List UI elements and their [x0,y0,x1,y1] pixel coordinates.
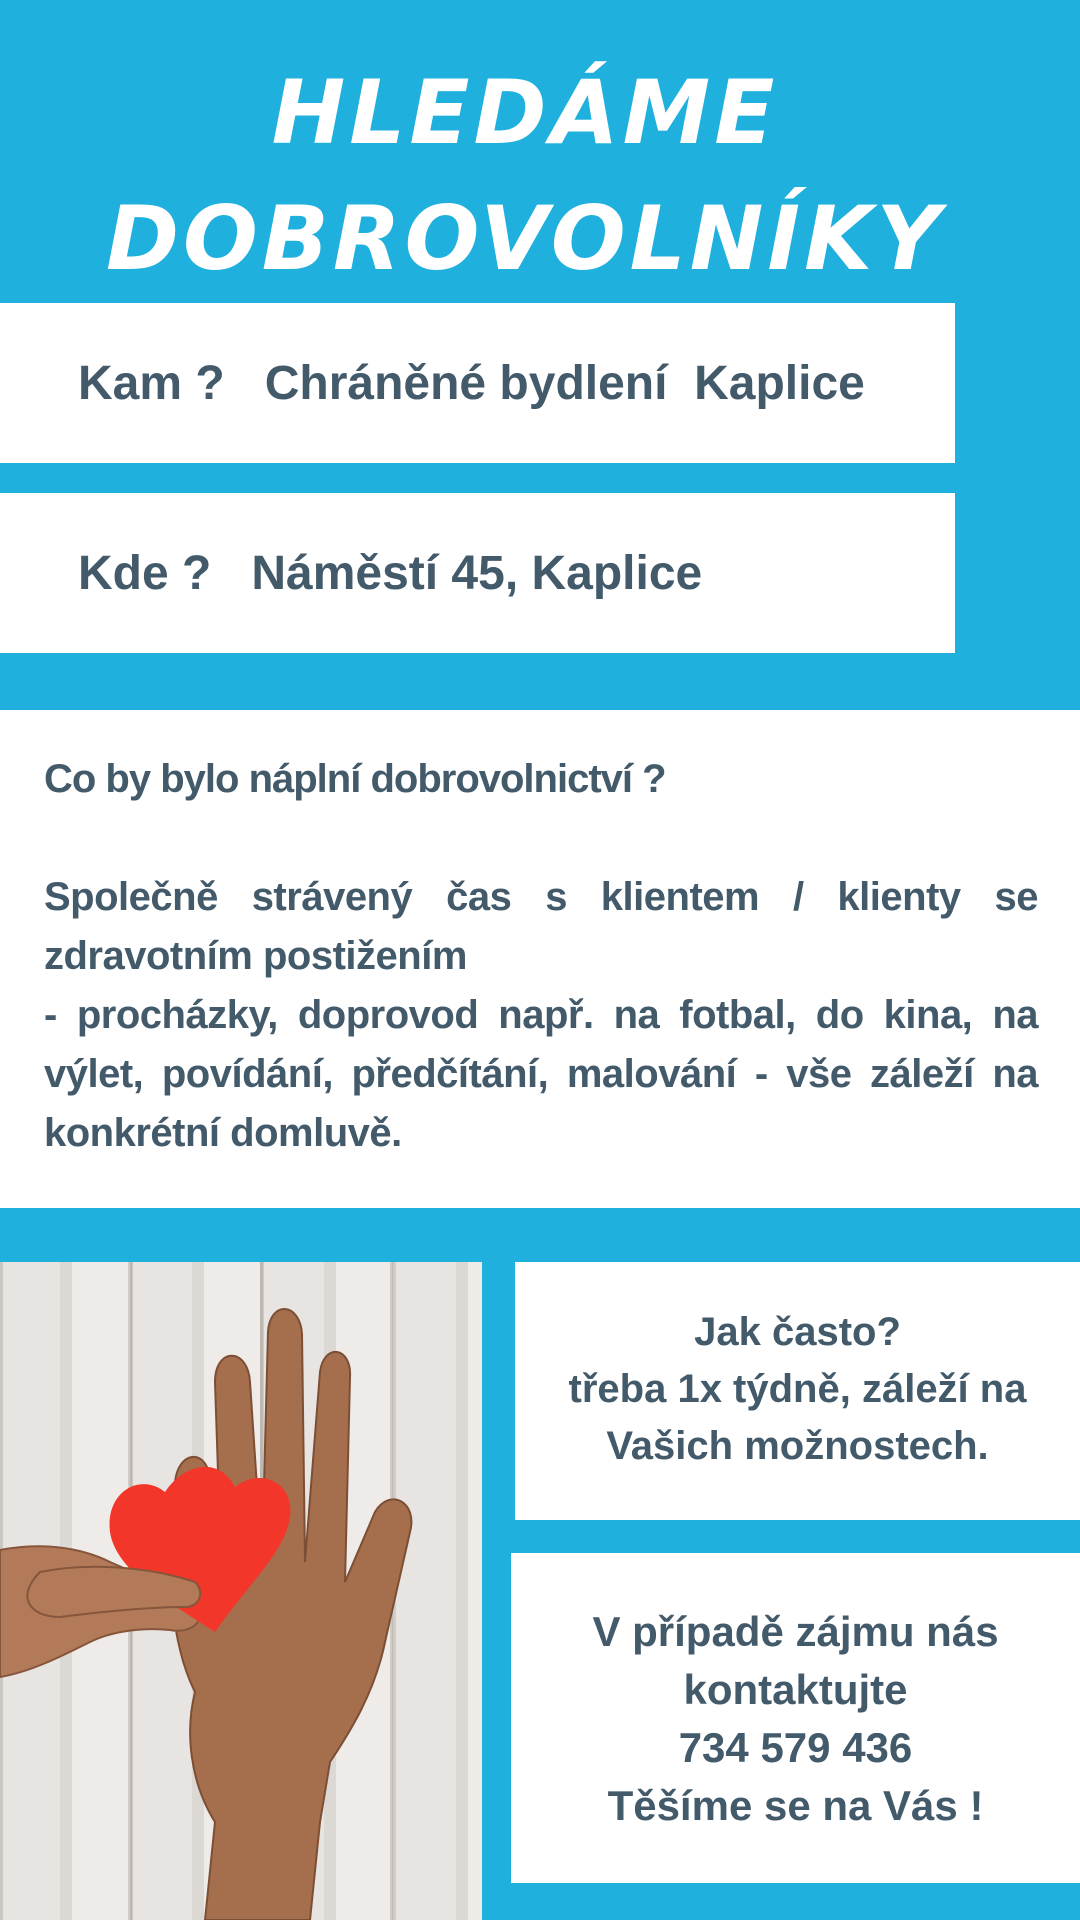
description-question: Co by bylo náplní dobrovolnictví ? [44,757,666,801]
where-text: Kam ? Chráněné bydlení Kaplice [78,356,865,410]
address-text: Kde ? Náměstí 45, Kaplice [78,546,703,600]
frequency-answer-1: třeba 1x týdně, záleží na [568,1367,1027,1411]
poster-title [0,50,1050,302]
contact-closing: Těšíme se na Vás ! [607,1782,984,1829]
description-panel [0,710,1080,1208]
contact-line-1: V případě zájmu nás [592,1608,999,1655]
address-panel [0,493,955,653]
frequency-panel [515,1262,1080,1520]
contact-line-2: kontaktujte [683,1666,908,1713]
frequency-answer-2: Vašich možnostech. [606,1424,989,1468]
contact-panel [511,1553,1080,1883]
title-line-2: DOBROVOLNÍKY [105,187,945,290]
hands-heart-photo [0,1262,482,1920]
description-body: Společně strávený čas s klientem / klienty se zdravotním postižením - procházky, doprovod např. na fotbal, do kina, na výlet, povídání, předčítání, malování - vše záleží na konkrétní domluvě. [44,875,1038,1155]
title-line-1: HLEDÁME [271,61,779,164]
frequency-question: Jak často? [694,1310,901,1354]
hands-heart-illustration [0,1262,482,1920]
contact-phone: 734 579 436 [678,1724,913,1771]
where-panel [0,303,955,463]
